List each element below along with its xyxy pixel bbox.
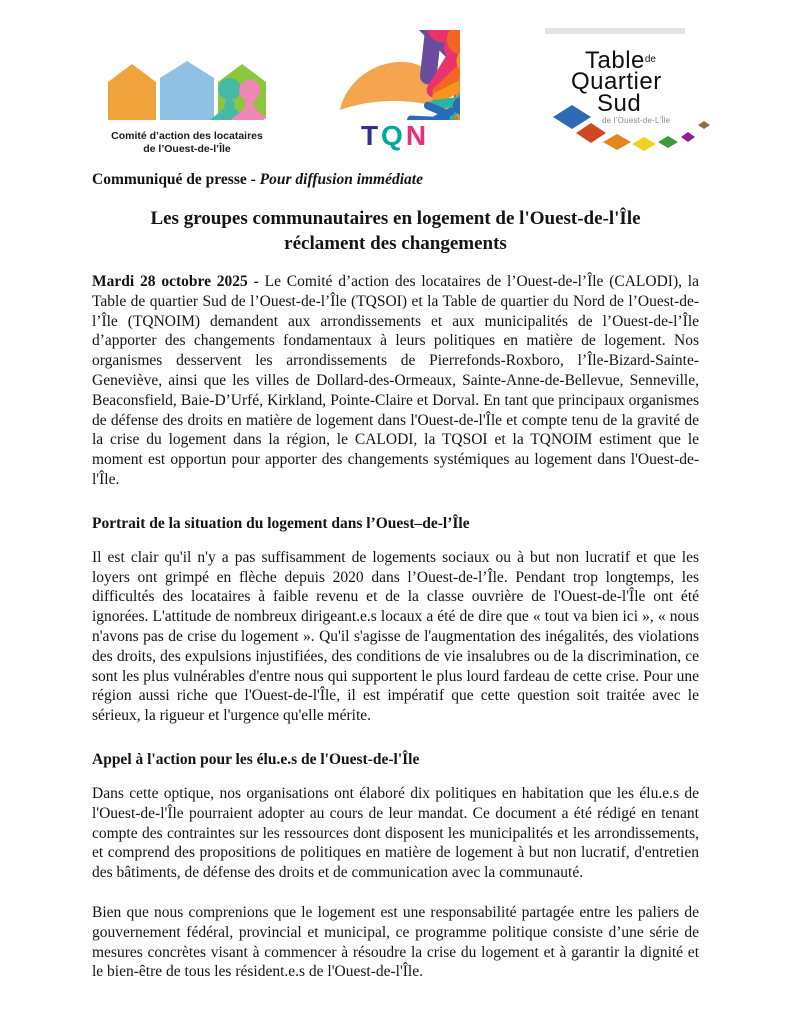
- tqsoi-diamonds-icon: [545, 28, 717, 170]
- paragraph-intro-text: Le Comité d’action des locataires de l’Ouest-de-l’Île (CALODI), la Table de quartier Sud de l’Ouest-de-l’Île (TQSOI) et la Table de quartier du Nord de l’Ouest-de-l’Île (TQNOIM) demandent aux arrondissements et aux municipalités de l’Ouest-de-l’Île d’apporter des changements fondamentaux à leurs politiques en matière de logement. Nos organismes desservent les arrondissements de Pierrefonds-Roxboro, l’Île-Bizard-Sainte-Geneviève, ainsi que les villes de Dollard-des-Ormeaux, Sainte-Anne-de-Bellevue, Senneville, Beaconsfield, Baie-D’Urfé, Kirkland, Pointe-Claire et Dorval. En tant que principaux organismes de défense des droits en matière de logement dans l'Ouest-de-l'Île et compte tenu de la gravité de la crise du logement dans la région, le CALODI, la TQSOI et la TQNOIM estiment que le moment est opportun pour apporter des changements systémiques au logement dans l'Ouest-de-l'Île.: [92, 273, 699, 488]
- section-heading-appel: Appel à l'action pour les élu.e.s de l'Ouest-de-l'Île: [92, 750, 420, 768]
- paragraph-appel: Dans cette optique, nos organisations ont élaboré dix politiques en habitation que les élu.e.s de l'Ouest-de-l'Île pourraient adopter au cours de leur mandat. Ce document a été rédigé en tenant compte des contraintes sur les ressources dont disposent les municipalités et les arrondissements, et comprend des propositions de politiques en matière de logement à but non lucratif, d'entretien des bâtiments, de défense des droits et de communication avec la communauté.: [92, 784, 699, 882]
- tqn-letter-q: Q: [381, 120, 406, 151]
- logo-header: [92, 28, 699, 170]
- tqsoi-wordmark-de: de: [644, 54, 656, 65]
- tqn-logo: [330, 30, 460, 151]
- tqsoi-logo: [545, 28, 717, 170]
- paragraph-intro: [92, 272, 699, 490]
- kicker-bold: Communiqué de presse -: [92, 171, 260, 188]
- kicker-italic: Pour diffusion immédiate: [259, 171, 423, 188]
- calodi-houses-icon: [102, 58, 272, 120]
- paragraph-conclusion: Bien que nous comprenions que le logement est une responsabilité partagée entre les paliers de gouvernement fédéral, provincial et municipal, ce programme politique consiste d’une série de mesures concrètes visant à commencer à résoudre la crise du logement et à garantir la dignité et le bien-être de tous les résident.e.s de l'Ouest-de-l'Île.: [92, 903, 699, 981]
- tqsoi-wordmark-table: Table$^{de}$: [585, 47, 656, 74]
- tqn-letter-n: N: [405, 120, 430, 151]
- calodi-caption: [102, 130, 272, 156]
- date-lead: Mardi 28 octobre 2025 -: [92, 273, 265, 290]
- page-title: Les groupes communautaires en logement de l'Ouest-de-l'Île réclament des changements: [150, 208, 641, 254]
- tqn-sun-people-icon: [330, 30, 460, 120]
- paragraph-portrait: Il est clair qu'il n'y a pas suffisamment de logements sociaux ou à but non lucratif et que les loyers ont grimpé en flèche depuis 2020 dans l’Ouest-de-l’Île. Pendant trop longtemps, les difficultés des locataires à faible revenu et de la classe ouvrière de l'Ouest-de-l'Île ont été ignorées. L'attitude de nombreux dirigeant.e.s locaux a été de dire que « tout va bien ici », « nous n'avons pas de crise du logement ». Qu'il s'agisse de l'augmentation des inégalités, des violations des droits, des expulsions injustifiées, des conditions de vie insalubres ou de la discrimination, ce sont les plus vulnérables d'entre nous qui supportent le plus lourd fardeau de cette crise. Pour une région aussi riche que l'Ouest-de-l'Île, il est impératif que cette question soit traitée avec le sérieux, la rigueur et l'urgence qu'elle mérite.: [92, 548, 699, 725]
- calodi-caption-line2: de l’Ouest-de-l’Île: [143, 143, 231, 155]
- tqn-wordmark: [330, 121, 460, 151]
- section-heading-portrait: Portrait de la situation du logement dans l’Ouest–de-l’Île: [92, 514, 470, 532]
- tqsoi-subtext: de l’Ouest-de-L’Île: [602, 116, 671, 125]
- calodi-caption-line1: Comité d’action des locataires: [111, 130, 263, 142]
- kicker: [92, 170, 699, 190]
- calodi-logo: [102, 58, 272, 156]
- tqsoi-wordmark-quartier: Quartier: [571, 68, 662, 95]
- tqn-letter-t: T: [360, 120, 382, 151]
- tqsoi-wordmark-sud: Sud: [597, 90, 642, 117]
